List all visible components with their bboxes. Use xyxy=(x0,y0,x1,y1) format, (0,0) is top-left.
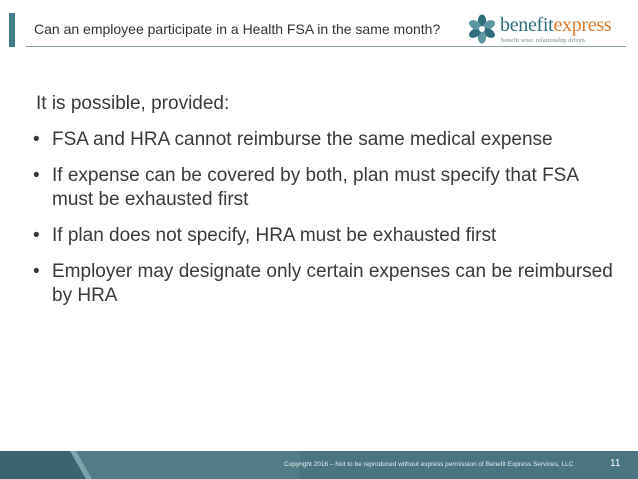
bullet-item xyxy=(30,128,615,152)
bullet-item xyxy=(30,260,615,308)
intro-text: It is possible, provided: xyxy=(36,93,230,114)
bullet-item xyxy=(30,164,615,212)
header-divider xyxy=(26,46,626,47)
logo-wordmark-express: express xyxy=(553,14,612,36)
copyright-notice: Copyright 2016 – Not to be reproduced without express permission of Benefit Express Services, LLC xyxy=(284,461,574,468)
bullet-dot-icon: • xyxy=(33,165,40,186)
company-logo xyxy=(467,14,627,46)
logo-wordmark xyxy=(500,14,611,36)
bullet-dot-icon: • xyxy=(33,261,40,282)
logo-wordmark-benefit: benefit xyxy=(500,14,554,36)
bullet-text: If plan does not specify, HRA must be exhausted first xyxy=(52,225,497,246)
page-number: 11 xyxy=(610,458,621,469)
bullet-item xyxy=(30,224,615,248)
header-accent-bar xyxy=(9,13,15,47)
bullet-text: Employer may designate only certain expenses can be reimbursed by HRA xyxy=(52,261,613,306)
bullet-dot-icon: • xyxy=(33,129,40,150)
bullet-list xyxy=(30,128,615,320)
bullet-text: FSA and HRA cannot reimburse the same medical expense xyxy=(52,129,553,150)
logo-tagline: benefit wise. relationship driven. xyxy=(501,37,587,44)
bullet-text: If expense can be covered by both, plan must specify that FSA must be exhausted first xyxy=(52,165,578,210)
bullet-dot-icon: • xyxy=(33,225,40,246)
slide-title: Can an employee participate in a Health FSA in the same month? xyxy=(34,21,441,37)
petal-logo-icon xyxy=(467,14,497,44)
footer-bar xyxy=(0,451,638,479)
